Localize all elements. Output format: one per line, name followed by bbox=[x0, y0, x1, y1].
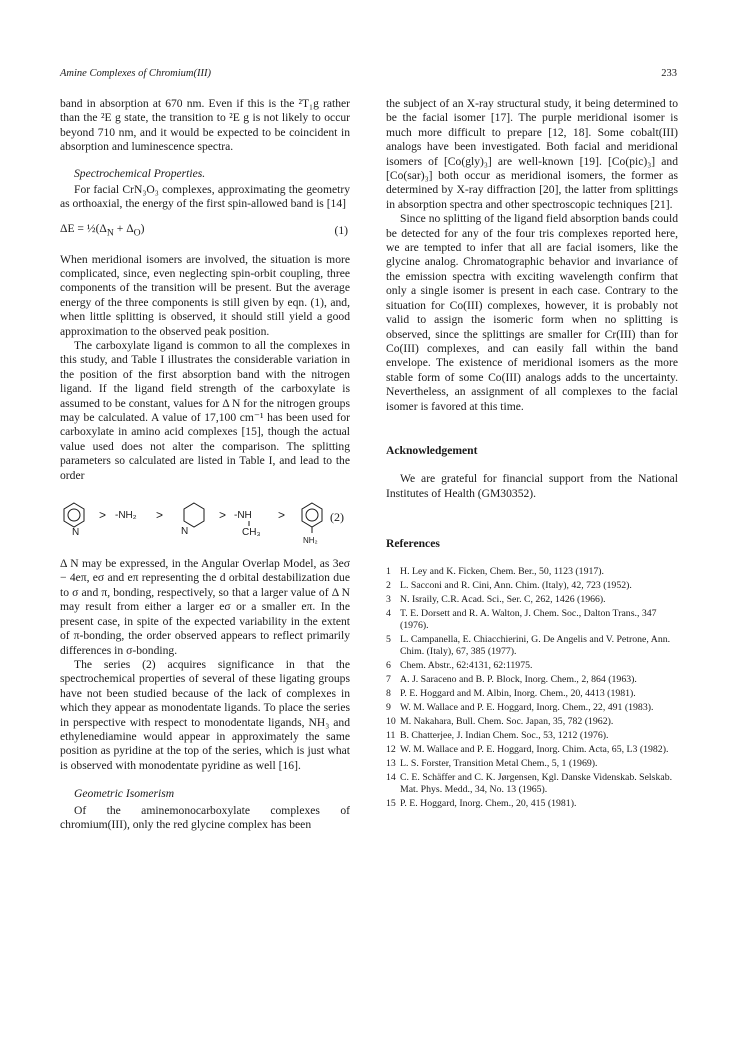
reference-item bbox=[386, 772, 678, 796]
paragraph: When meridional isomers are involved, the situation is more complicated, since, even neglecting spin-orbit coupling, three components of the transition will be present. But the average energy of the three components is still given by eqn. (1), and, when little splitting is observed, it should still yield a good approximation to the observed peak position. bbox=[60, 252, 350, 338]
nitrogen-label: N bbox=[72, 527, 80, 539]
reference-text: A. J. Saraceno and B. P. Block, Inorg. Chem., 2, 864 (1963). bbox=[400, 673, 637, 685]
spacer bbox=[386, 501, 678, 537]
greater-than: > bbox=[99, 508, 107, 523]
reference-text: B. Chatterjee, J. Indian Chem. Soc., 53, 1212 (1976). bbox=[400, 729, 609, 741]
reference-number: 12 bbox=[386, 743, 396, 755]
amine-label: -NH₂ bbox=[115, 510, 137, 522]
aniline-amine-label: NH₂ bbox=[303, 536, 318, 546]
paragraph: Of the aminemonocarboxylate complexes of chromium(III), only the red glycine complex has been bbox=[60, 803, 350, 831]
reference-item bbox=[386, 608, 678, 632]
reference-text: T. E. Dorsett and R. A. Walton, J. Chem. Soc., Dalton Trans., 347 (1976). bbox=[400, 607, 657, 631]
reference-number: 11 bbox=[386, 729, 396, 741]
acknowledgement-heading: Acknowledgement bbox=[386, 443, 478, 457]
reference-text: N. Israily, C.R. Acad. Sci., Ser. C, 262, 1426 (1966). bbox=[400, 593, 606, 605]
paragraph: band in absorption at 670 nm. Even if this is the ²T₁g rather than the ²E g state, the transition to ²E g is not likely to occur beyond 710 nm, and it would be expected to be coincident in absorption and luminescence spectra. bbox=[60, 97, 350, 154]
right-column bbox=[386, 97, 678, 812]
references-heading: References bbox=[386, 537, 440, 551]
reference-number: 15 bbox=[386, 797, 396, 809]
reference-text: L. Sacconi and R. Cini, Ann. Chim. (Italy), 42, 723 (1952). bbox=[400, 579, 632, 591]
eq-part: ΔE = ½(Δ bbox=[60, 221, 107, 235]
reference-item bbox=[386, 660, 678, 672]
reference-text: L. S. Forster, Transition Metal Chem., 5, 1 (1969). bbox=[400, 757, 598, 769]
paragraph: The carboxylate ligand is common to all the complexes in this study, and Table I illustrates the considerable variation in the position of the first absorption band with the nitrogen ligand. If the ligand field strength of the carboxylate is assumed to be constant, values for Δ N for the nitrogen groups may be calculated. A value of 17,100 cm⁻¹ has been used for carboxylate in amino acid complexes [15], though the actual value used does not alter the comparison. The splitting parameters so calculated are listed in Table I, and lead to the order bbox=[60, 339, 350, 482]
section-heading-spectrochemical: Spectrochemical Properties. bbox=[74, 166, 206, 180]
running-title: Amine Complexes of Chromium(III) bbox=[60, 68, 211, 79]
references-list bbox=[386, 566, 678, 810]
equation-number: (2) bbox=[330, 510, 344, 525]
aromatic-circle-icon bbox=[306, 509, 318, 521]
reference-text: M. Nakahara, Bull. Chem. Soc. Japan, 35, 782 (1962). bbox=[400, 715, 614, 727]
nitrogen-label: N bbox=[181, 526, 189, 538]
aniline-ring-icon bbox=[302, 503, 322, 527]
spacer bbox=[386, 414, 678, 444]
reference-item bbox=[386, 634, 678, 658]
spacer bbox=[386, 458, 678, 472]
reference-number: 6 bbox=[386, 659, 391, 671]
paragraph: Since no splitting of the ligand field absorption bands could be detected for any of the four tris complexes reported here, we are tempted to infer that all are facial isomers, like the glycine analog. Chromatographic behavior and invariance of the emission spectra with exciting wavelength confirm that only a single isomer is present in each case. Contrary to the situation for Co(III) complexes, however, it is probably not valid to assign the isomeric form when no splitting is observed, since the splittings are smaller for Cr(III) than for Co(III) complexes, and can easily fall within the band envelope. The existence of meridional isomers as the more stable form of some Co(III) analogs adds to the uncertainty. Nevertheless, an assignment of all complexes to the facial isomer is favored at this time. bbox=[386, 212, 678, 413]
reference-text: H. Ley and K. Ficken, Chem. Ber., 50, 1123 (1917). bbox=[400, 565, 604, 577]
reference-item bbox=[386, 744, 678, 756]
reference-number: 14 bbox=[386, 771, 396, 783]
reference-item bbox=[386, 688, 678, 700]
greater-than: > bbox=[156, 508, 164, 523]
pyridine-ring-icon bbox=[64, 503, 84, 527]
reference-item bbox=[386, 730, 678, 742]
reference-text: P. E. Hoggard and M. Albin, Inorg. Chem., 20, 4413 (1981). bbox=[400, 687, 636, 699]
secondary-amine-label: -NH bbox=[234, 510, 252, 522]
paragraph: Δ N may be expressed, in the Angular Overlap Model, as 3eσ − 4eπ, eσ and eπ representing the d orbital destabilization due to σ and π, bonding, respectively, so that a larger value of Δ N may result from either a larger eσ or a smaller eπ. In the present case, in spite of the expected variability in the extent of π-bonding, the order observed appears to reflect primarily differences in σ-bonding. bbox=[60, 557, 350, 657]
equation-1 bbox=[60, 222, 350, 241]
reference-item bbox=[386, 566, 678, 578]
reference-number: 5 bbox=[386, 633, 391, 645]
reference-text: C. E. Schäffer and C. K. Jørgensen, Kgl. Danske Videnskab. Selskab. Mat. Phys. Medd., 34, No. 13 (1965). bbox=[400, 771, 673, 795]
eq-part: ) bbox=[140, 221, 145, 235]
reference-number: 8 bbox=[386, 687, 391, 699]
page-number: 233 bbox=[661, 68, 677, 79]
reference-item bbox=[386, 716, 678, 728]
greater-than: > bbox=[278, 508, 286, 523]
reference-number: 3 bbox=[386, 593, 391, 605]
paragraph: the subject of an X-ray structural study, it being determined to be the facial isomer [17]. The purple meridional isomer is much more difficult to prepare [12, 18]. Some cobalt(III) analogs have been investigated. Both facial and meridional isomers of [Co(gly)₃] are well-known [19]. [Co(pic)₃] and [Co(sar)₃] both occur as meridional isomers, the former as determined by X-ray diffraction [20], the latter from splittings in absorption spectra and other spectroscopic techniques [21]. bbox=[386, 97, 678, 211]
reference-item bbox=[386, 798, 678, 810]
ligand-series-figure bbox=[60, 493, 350, 549]
reference-number: 1 bbox=[386, 565, 391, 577]
equation-body bbox=[60, 222, 145, 241]
piperidine-ring-icon bbox=[184, 503, 204, 527]
reference-number: 4 bbox=[386, 607, 391, 619]
greater-than: > bbox=[219, 508, 227, 523]
aromatic-circle-icon bbox=[68, 509, 80, 521]
eq-part: + Δ bbox=[113, 221, 134, 235]
paragraph: The series (2) acquires significance in that the spectrochemical properties of several of these ligating groups have not been studied because of the lack of complexes in which they appear as monodentate ligands. To place the series in perspective with respect to monodentate ligands, NH₃ and ethylenediamine would appear in approximately the same position as pyridine at the top of the series, which is just what is observed with monodentate pyridine as well [16]. bbox=[60, 657, 350, 772]
reference-text: Chem. Abstr., 62:4131, 62:11975. bbox=[400, 659, 533, 671]
reference-item bbox=[386, 758, 678, 770]
reference-item bbox=[386, 580, 678, 592]
left-column bbox=[60, 97, 350, 832]
equation-number: (1) bbox=[334, 224, 348, 237]
section-heading-geometric: Geometric Isomerism bbox=[74, 787, 175, 801]
reference-number: 7 bbox=[386, 673, 391, 685]
spacer bbox=[386, 552, 678, 566]
reference-text: W. M. Wallace and P. E. Hoggard, Inorg. Chem., 22, 491 (1983). bbox=[400, 701, 654, 713]
reference-text: W. M. Wallace and P. E. Hoggard, Inorg. Chim. Acta, 65, L3 (1982). bbox=[400, 743, 669, 755]
reference-item bbox=[386, 702, 678, 714]
reference-number: 10 bbox=[386, 715, 396, 727]
reference-number: 9 bbox=[386, 701, 391, 713]
reference-number: 13 bbox=[386, 757, 396, 769]
reference-text: L. Campanella, E. Chiacchierini, G. De Angelis and V. Petrone, Ann. Chim. (Italy), 67, 385 (1977). bbox=[400, 633, 671, 657]
eq-subscript: O bbox=[133, 227, 141, 239]
reference-item bbox=[386, 594, 678, 606]
acknowledgement-text: We are grateful for financial support from the National Institutes of Health (GM30352). bbox=[386, 472, 678, 500]
reference-item bbox=[386, 674, 678, 686]
eq-subscript: N bbox=[106, 227, 114, 239]
methyl-label: CH₃ bbox=[242, 527, 261, 539]
paragraph: For facial CrN₃O₃ complexes, approximating the geometry as orthoaxial, the energy of the first spin-allowed band is [14] bbox=[60, 183, 350, 211]
reference-number: 2 bbox=[386, 579, 391, 591]
reference-text: P. E. Hoggard, Inorg. Chem., 20, 415 (1981). bbox=[400, 797, 577, 809]
